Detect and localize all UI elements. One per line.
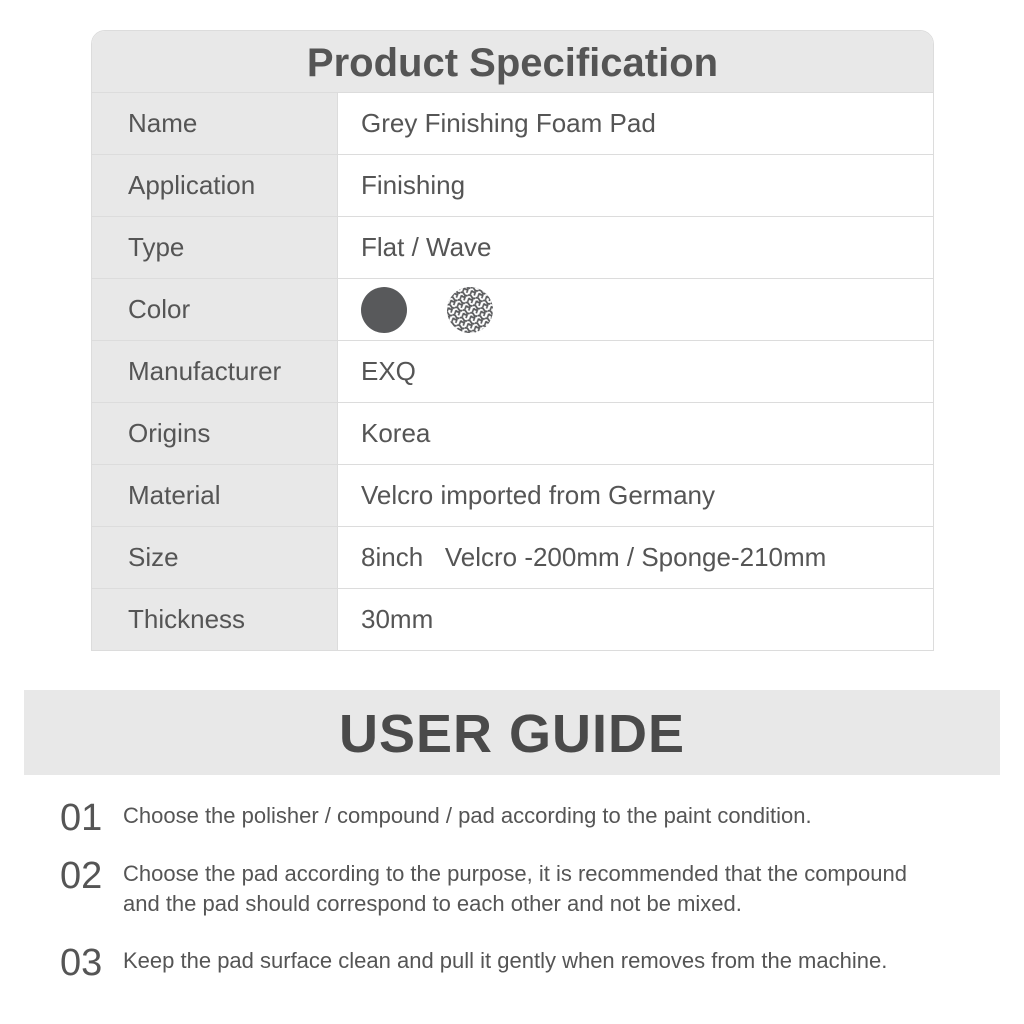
spec-row-application [92, 155, 933, 217]
step-text: Keep the pad surface clean and pull it gently when removes from the machine. [123, 948, 888, 973]
spec-key: Material [92, 465, 338, 526]
step-text-line: Choose the pad according to the purpose, it is recommended that the compound [123, 861, 907, 886]
step-text-line: and the pad should correspond to each other and not be mixed. [123, 891, 742, 916]
spec-key: Application [92, 155, 338, 216]
step-number: 02 [60, 855, 103, 897]
spec-row-material [92, 465, 933, 527]
spec-value: Flat / Wave [361, 232, 492, 262]
spec-value: Finishing [361, 170, 466, 200]
spec-row-name [92, 93, 933, 155]
user-guide-title: USER GUIDE [24, 690, 1000, 775]
spec-table [91, 30, 934, 651]
spec-row-size [92, 527, 933, 589]
spec-value: Grey Finishing Foam Pad [361, 108, 656, 138]
spec-title: Product Specification [92, 31, 933, 93]
spec-row-origins [92, 403, 933, 465]
spec-key: Size [92, 527, 338, 588]
spec-value: 30mm [361, 604, 434, 634]
spec-value: EXQ [361, 356, 416, 386]
spec-value: 8inch Velcro -200mm / Sponge-210mm [361, 542, 827, 572]
spec-key: Thickness [92, 589, 338, 650]
step-number: 01 [60, 797, 103, 839]
spec-row-type [92, 217, 933, 279]
spec-value-color [338, 279, 933, 340]
wave-grey-swatch-icon [447, 287, 493, 333]
spec-key: Origins [92, 403, 338, 464]
spec-value: Korea [361, 418, 431, 448]
step-number: 03 [60, 942, 103, 984]
spec-row-color [92, 279, 933, 341]
solid-grey-swatch-icon [361, 287, 407, 333]
spec-key: Manufacturer [92, 341, 338, 402]
guide-step [60, 857, 1003, 919]
spec-key: Color [92, 279, 338, 340]
step-text: Choose the polisher / compound / pad according to the paint condition. [123, 803, 812, 828]
spec-value: Velcro imported from Germany [361, 480, 716, 510]
spec-key: Name [92, 93, 338, 154]
step-text [123, 859, 1003, 919]
spec-row-thickness [92, 589, 933, 650]
spec-row-manufacturer [92, 341, 933, 403]
guide-step [60, 944, 1003, 982]
spec-key: Type [92, 217, 338, 278]
guide-step [60, 799, 1003, 837]
